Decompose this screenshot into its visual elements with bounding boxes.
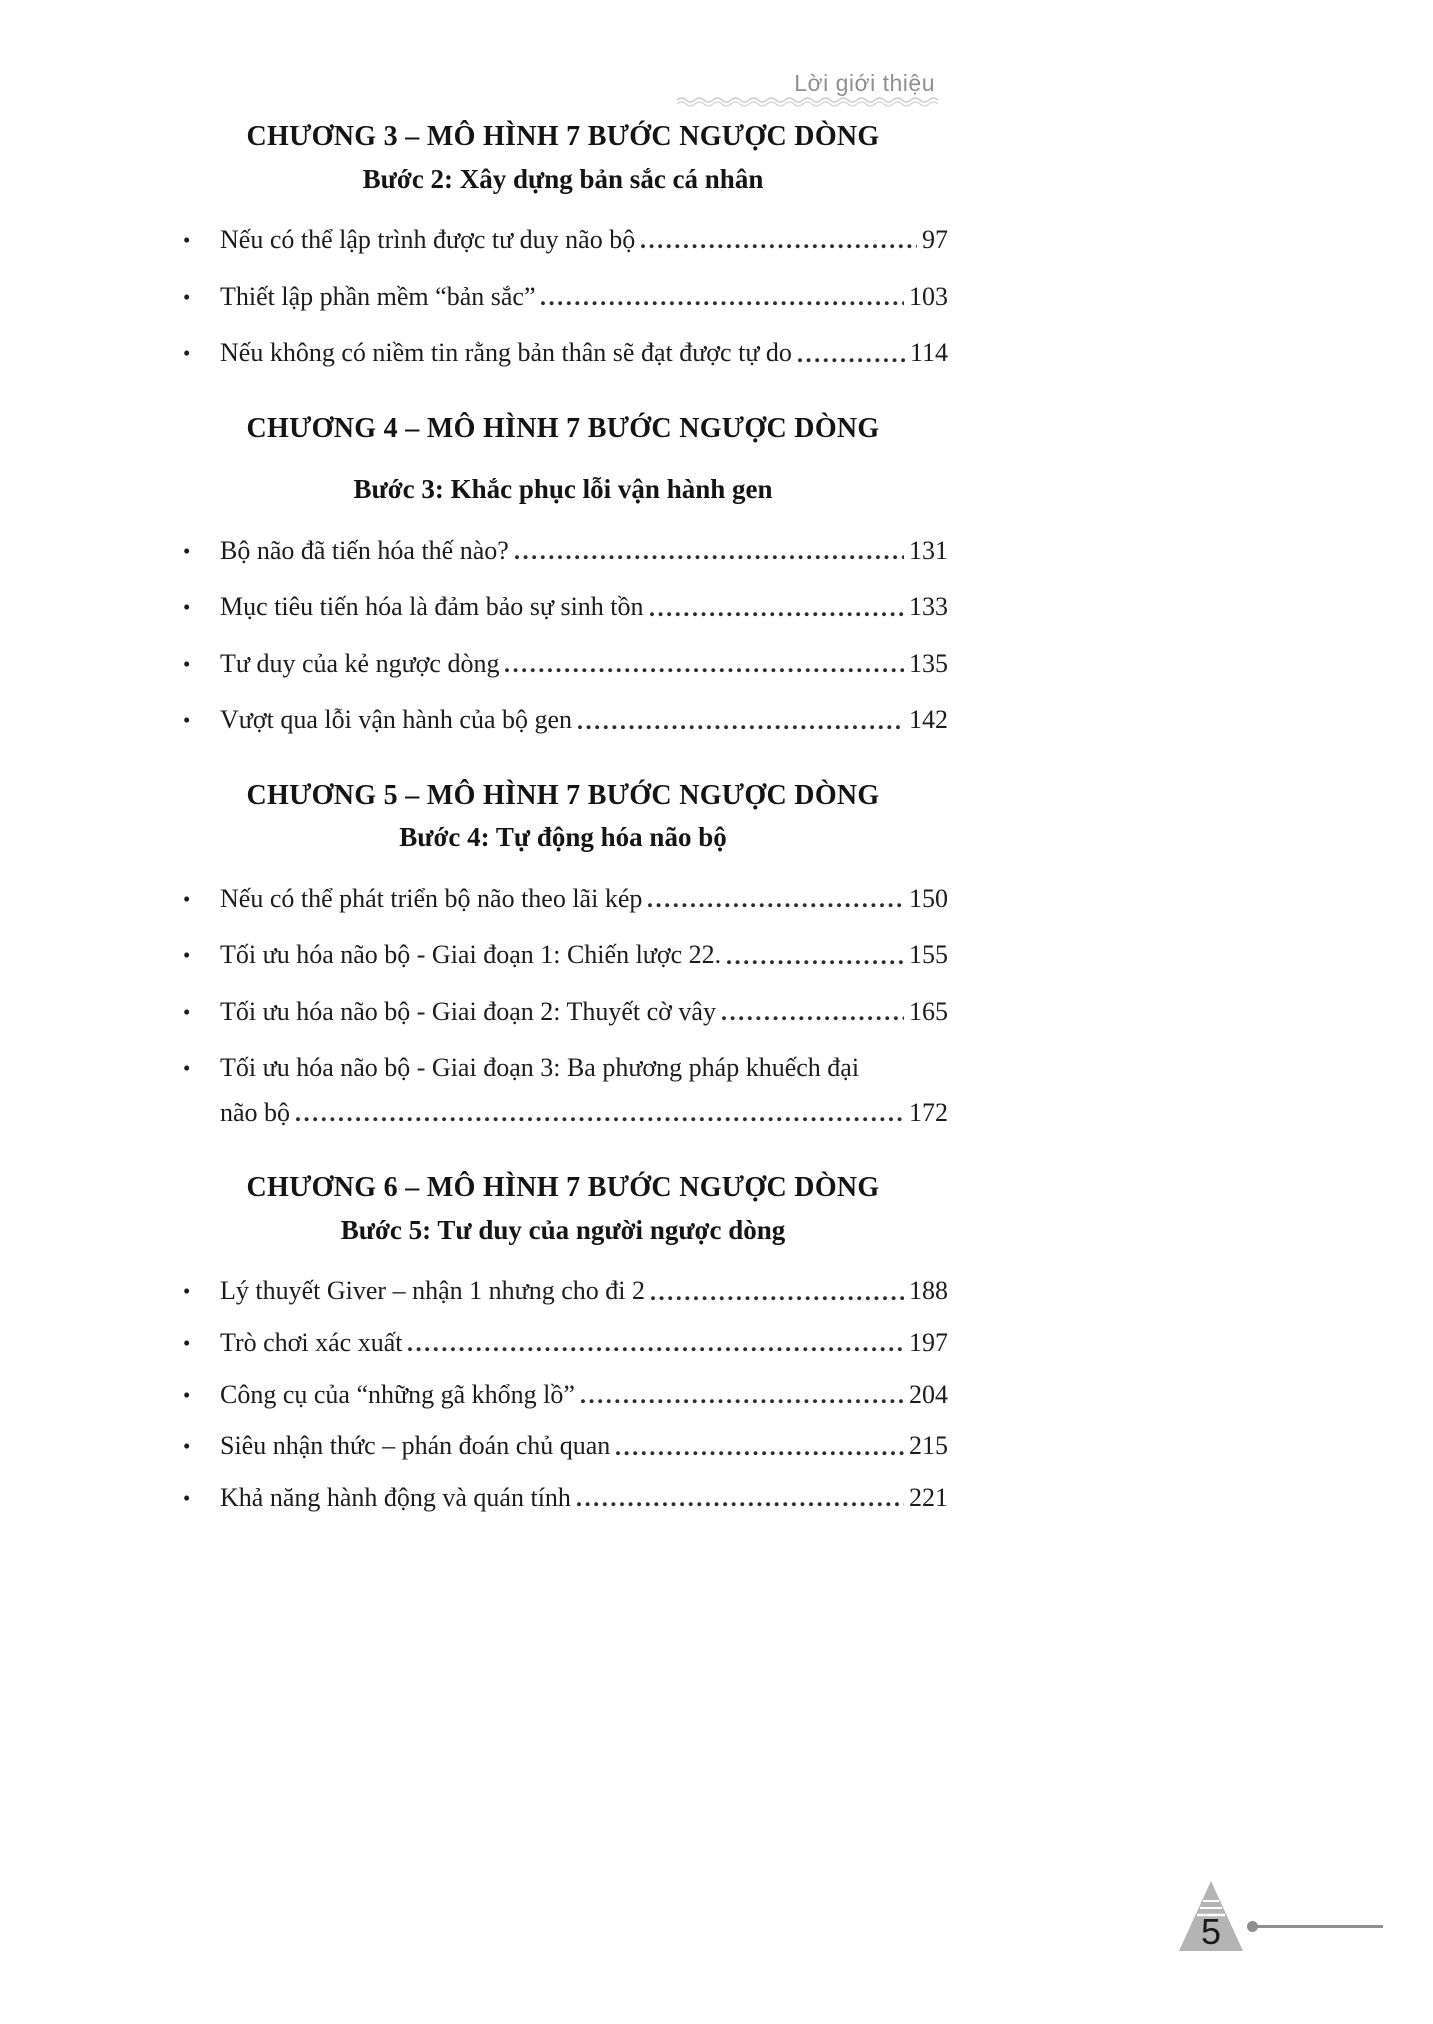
chapter-subtitle: Bước 2: Xây dựng bản sắc cá nhân [362, 163, 764, 194]
entry-text: Bộ não đã tiến hóa thế nào? [220, 535, 509, 565]
chapter-subtitle: Bước 4: Tự động hóa não bộ [399, 822, 727, 853]
entry-text: Thiết lập phần mềm “bản sắc” [220, 281, 536, 311]
toc-list [178, 224, 948, 370]
running-header-label: Lời giới thiệu [794, 70, 935, 96]
entry-text: Tối ưu hóa não bộ - Giai đoạn 1: Chiến lược 22. [220, 940, 722, 970]
toc-entry [178, 591, 948, 624]
entry-text: Khả năng hành động và quán tính [220, 1482, 571, 1512]
dotted-leader [505, 667, 904, 673]
chapter-subtitle: Bước 5: Tư duy của người ngược dòng [340, 1215, 786, 1246]
bullet-icon: • [183, 1382, 191, 1407]
toc-list [178, 883, 948, 1130]
entry-text: Tối ưu hóa não bộ - Giai đoạn 3: Ba phương pháp khuếch đại [220, 1053, 860, 1083]
chapter-subtitle: Bước 3: Khắc phục lỗi vận hành gen [353, 474, 773, 505]
dotted-leader [722, 1015, 904, 1021]
dotted-leader [648, 902, 904, 908]
dotted-leader [616, 1450, 904, 1456]
chapter-title: CHƯƠNG 6 – MÔ HÌNH 7 BƯỚC NGƯỢC DÒNG [246, 1172, 880, 1204]
dotted-leader [727, 959, 904, 965]
bullet-icon: • [183, 708, 191, 733]
toc-list [178, 535, 948, 737]
toc-entry [178, 704, 948, 737]
table-of-contents [178, 120, 948, 1533]
toc-entry [178, 281, 948, 314]
page-number: 172 [909, 1097, 948, 1127]
toc-entry-two-line [178, 1052, 948, 1129]
toc-entry [178, 996, 948, 1029]
bullet-icon: • [183, 538, 191, 563]
page-number: 215 [909, 1431, 948, 1461]
dotted-leader [577, 1501, 904, 1507]
dotted-leader [541, 300, 904, 306]
page-number: 131 [909, 535, 948, 565]
toc-entry [178, 939, 948, 972]
entry-text: Nếu có thể phát triển bộ não theo lãi kép [220, 883, 643, 913]
chapter-title: CHƯƠNG 4 – MÔ HÌNH 7 BƯỚC NGƯỢC DÒNG [246, 412, 880, 444]
toc-entry [178, 1430, 948, 1463]
page-number: 142 [909, 705, 948, 735]
page-number: 150 [909, 883, 948, 913]
page-number: 97 [922, 224, 948, 254]
footer-page-number: 5 [1200, 1911, 1222, 1952]
entry-text: Công cụ của “những gã khổng lồ” [220, 1379, 575, 1409]
bullet-icon: • [183, 1279, 191, 1304]
page-number: 103 [909, 281, 948, 311]
toc-entry [178, 337, 948, 370]
dotted-leader [798, 357, 905, 363]
bullet-icon: • [183, 595, 191, 620]
bullet-icon: • [183, 341, 191, 366]
entry-text: Lý thuyết Giver – nhận 1 nhưng cho đi 2 [220, 1276, 645, 1306]
dotted-leader [515, 554, 904, 560]
bullet-icon: • [183, 1485, 191, 1510]
toc-entry [178, 1482, 948, 1515]
dotted-leader [296, 1116, 904, 1122]
dotted-leader [408, 1346, 904, 1352]
page-number: 197 [909, 1327, 948, 1357]
entry-text: Vượt qua lỗi vận hành của bộ gen [220, 705, 573, 735]
toc-entry [178, 1275, 948, 1308]
toc-entry [178, 883, 948, 916]
bullet-icon: • [183, 227, 191, 252]
entry-text: Nếu có thể lập trình được tư duy não bộ [220, 224, 636, 254]
entry-text: Tư duy của kẻ ngược dòng [220, 648, 500, 678]
toc-section-chapter-4 [178, 412, 948, 737]
bullet-icon: • [183, 284, 191, 309]
page-number: 155 [909, 940, 948, 970]
bullet-icon: • [183, 651, 191, 676]
toc-entry [178, 535, 948, 568]
entry-text: Trò chơi xác xuất [220, 1327, 403, 1357]
entry-text: Nếu không có niềm tin rằng bản thân sẽ đạt được tự do [220, 338, 792, 368]
toc-entry [178, 224, 948, 257]
bullet-icon: • [183, 999, 191, 1024]
page-number: 204 [909, 1379, 948, 1409]
entry-text: Siêu nhận thức – phán đoán chủ quan [220, 1431, 611, 1461]
dotted-leader [651, 1295, 904, 1301]
entry-text-continued: não bộ [220, 1097, 291, 1127]
toc-section-chapter-6 [178, 1171, 948, 1514]
chapter-title: CHƯƠNG 5 – MÔ HÌNH 7 BƯỚC NGƯỢC DÒNG [246, 779, 880, 811]
page-number: 133 [909, 592, 948, 622]
page-number: 114 [909, 338, 948, 368]
toc-entry [178, 1327, 948, 1360]
wavy-underline-decoration [676, 95, 942, 109]
page-number: 188 [909, 1276, 948, 1306]
bullet-icon: • [183, 886, 191, 911]
footer-rule-decoration [1257, 1925, 1383, 1928]
toc-entry [178, 648, 948, 681]
bullet-icon: • [183, 943, 191, 968]
dotted-leader [650, 611, 904, 617]
toc-section-chapter-5 [178, 779, 948, 1130]
dotted-leader [578, 724, 904, 730]
page-number: 135 [909, 648, 948, 678]
chapter-title: CHƯƠNG 3 – MÔ HÌNH 7 BƯỚC NGƯỢC DÒNG [246, 121, 880, 152]
bullet-icon: • [183, 1056, 191, 1081]
page-number: 221 [909, 1482, 948, 1512]
entry-text: Mục tiêu tiến hóa là đảm bảo sự sinh tồn [220, 592, 644, 622]
pyramid-page-marker-icon [1178, 1880, 1244, 1952]
toc-entry [178, 1379, 948, 1412]
dotted-leader [581, 1398, 904, 1404]
toc-section-chapter-3 [178, 120, 948, 370]
dotted-leader [641, 243, 917, 249]
entry-text: Tối ưu hóa não bộ - Giai đoạn 2: Thuyết cờ vây [220, 996, 716, 1026]
bullet-icon: • [183, 1330, 191, 1355]
toc-list [178, 1275, 948, 1514]
page-number: 165 [909, 996, 948, 1026]
bullet-icon: • [183, 1434, 191, 1459]
